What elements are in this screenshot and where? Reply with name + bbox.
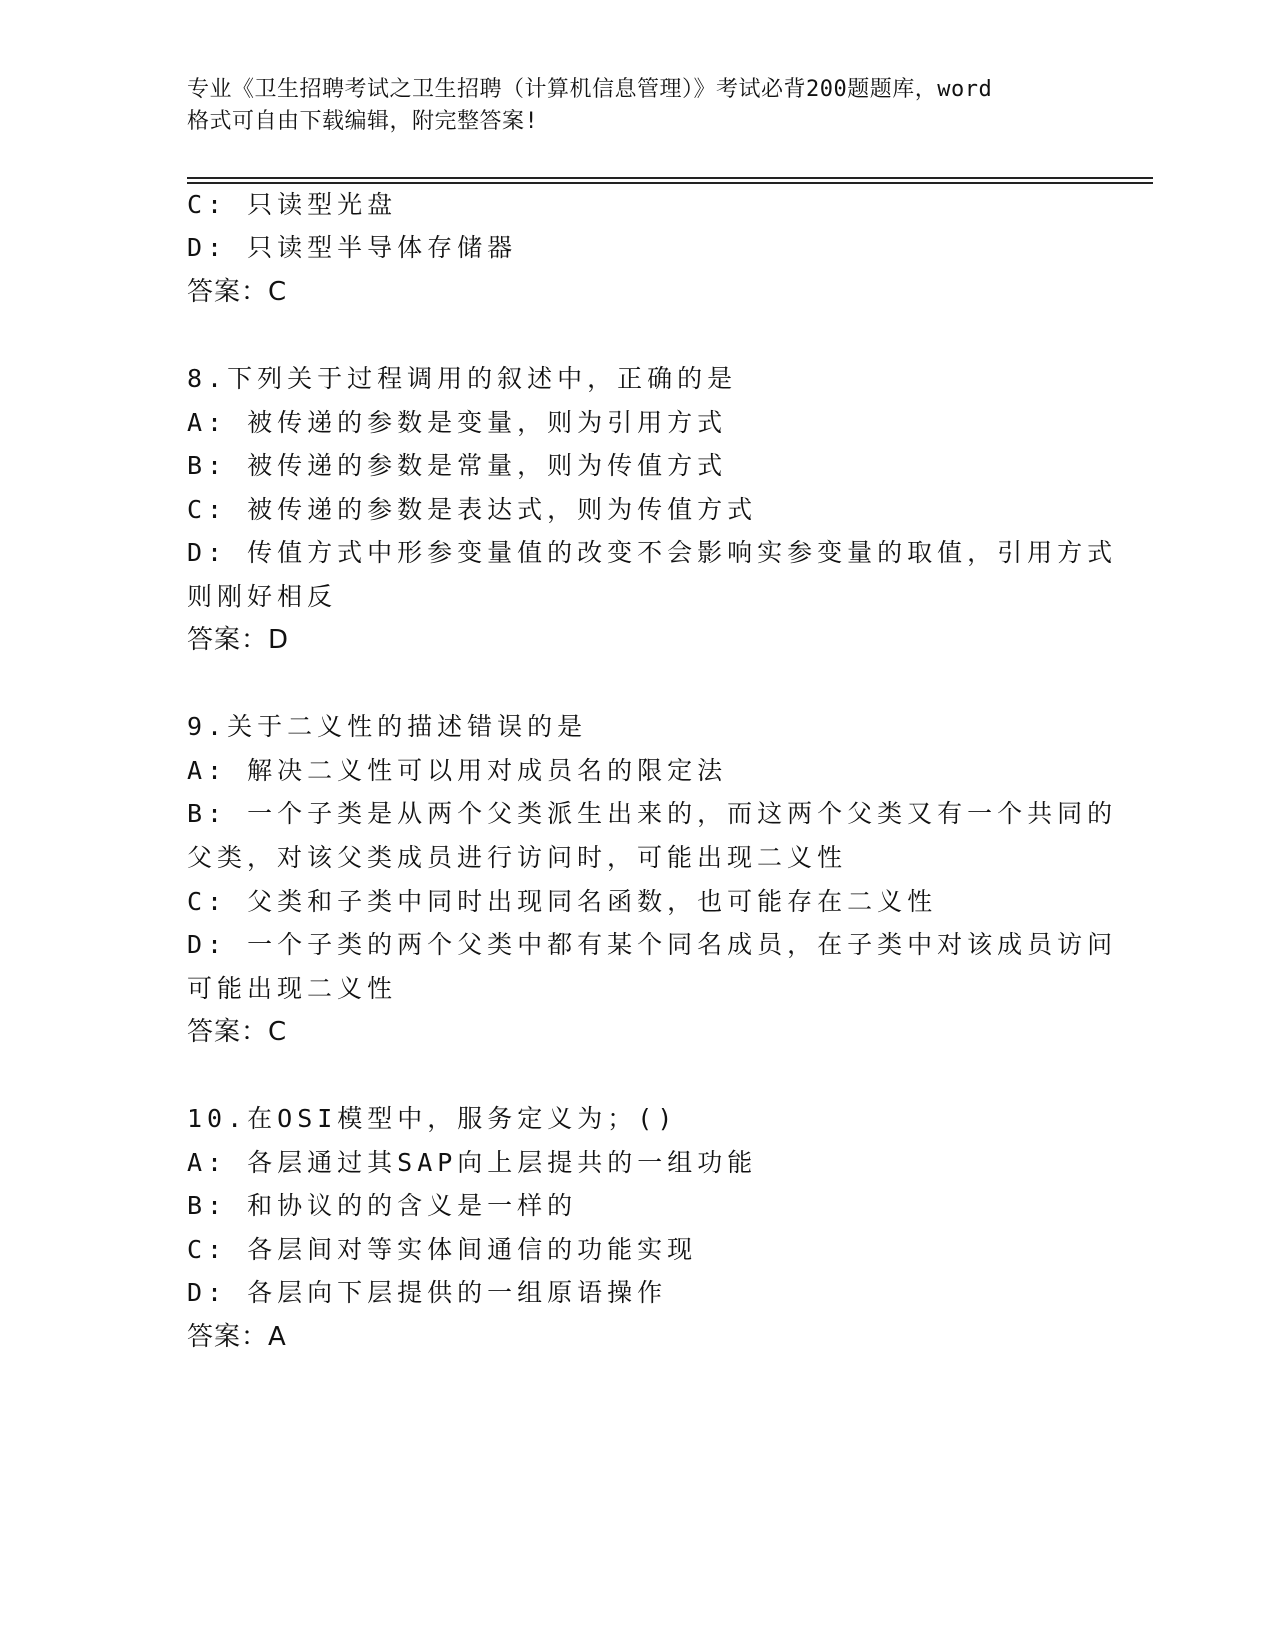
q8-option-b: B: 被传递的参数是常量，则为传值方式 <box>187 451 728 480</box>
q9-option-a: A: 解决二义性可以用对成员名的限定法 <box>187 756 728 785</box>
q8-question: 8.下列关于过程调用的叙述中，正确的是 <box>187 364 738 393</box>
document-header <box>187 74 1087 138</box>
q9-option-d-line-2: 可能出现二义性 <box>187 974 398 1003</box>
q9-option-d-line-1: D: 一个子类的两个父类中都有某个同名成员，在子类中对该成员访问 <box>187 930 1118 959</box>
q8-option-d-line-2: 则刚好相反 <box>187 582 338 611</box>
q9-option-b-line-1: B: 一个子类是从两个父类派生出来的，而这两个父类又有一个共同的 <box>187 799 1118 828</box>
q10-option-b: B: 和协议的的含义是一样的 <box>187 1191 578 1220</box>
q10-option-a: A: 各层通过其SAP向上层提共的一组功能 <box>187 1148 758 1177</box>
header-divider-top <box>187 177 1153 179</box>
header-line-2: 格式可自由下载编辑，附完整答案! <box>187 109 539 134</box>
header-divider-bottom <box>187 182 1153 184</box>
q8-answer: 答案：D <box>187 625 290 655</box>
q8-option-c: C: 被传递的参数是表达式，则为传值方式 <box>187 495 758 524</box>
q9-answer: 答案：C <box>187 1017 288 1047</box>
prev-option-c: C: 只读型光盘 <box>187 190 398 219</box>
q10-option-c: C: 各层间对等实体间通信的功能实现 <box>187 1235 698 1264</box>
q9-question: 9.关于二义性的描述错误的是 <box>187 712 588 741</box>
q10-question: 10.在OSI模型中，服务定义为；() <box>187 1104 678 1133</box>
q8-option-d-line-1: D: 传值方式中形参变量值的改变不会影响实参变量的取值，引用方式 <box>187 538 1118 567</box>
header-line-1: 专业《卫生招聘考试之卫生招聘（计算机信息管理）》考试必背200题题库，word <box>187 77 993 102</box>
q10-answer: 答案：A <box>187 1322 287 1352</box>
prev-answer: 答案：C <box>187 277 288 307</box>
q9-option-b-line-2: 父类，对该父类成员进行访问时，可能出现二义性 <box>187 843 848 872</box>
q9-option-c: C: 父类和子类中同时出现同名函数，也可能存在二义性 <box>187 887 938 916</box>
prev-option-d: D: 只读型半导体存储器 <box>187 233 518 262</box>
q8-option-a: A: 被传递的参数是变量，则为引用方式 <box>187 408 728 437</box>
q10-option-d: D: 各层向下层提供的一组原语操作 <box>187 1278 668 1307</box>
